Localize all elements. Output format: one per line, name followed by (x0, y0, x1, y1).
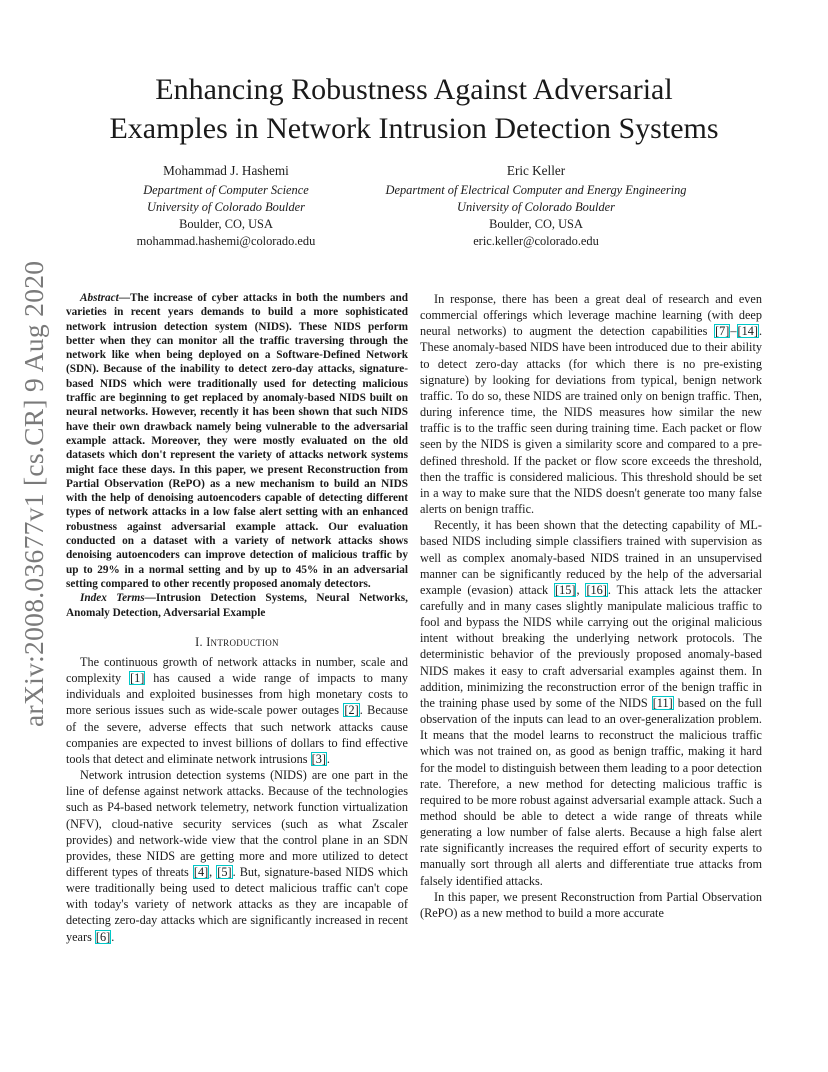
text-run: . Because of the severe, adverse effects that such network attacks cause companies are expected to invest billions of dollars to find effective tools that detect and eliminate network intrusions (66, 703, 408, 766)
author-location: Boulder, CO, USA (179, 217, 273, 231)
text-run: Recently, it has been shown that the detecting capability of ML-based NIDS including simple classifiers trained with supervision as well as complex anomaly-based NIDS trained in an unsupervised manner can be significantly reduced by the help of the adversarial example (evasion) attack (420, 518, 762, 597)
author-name: Mohammad J. Hashemi (163, 163, 289, 178)
text-run: – (730, 324, 737, 339)
text-run: Network intrusion detection systems (NIDS) are one part in the line of defense against network attacks. Because of the technologies such as P4-based network telemetry, network function virtualization (NFV), cloud-native security services (such as what Zscaler provides) and network-wide view that the control plane in an SDN provides, these NIDS are getting more and more utilized to detect different types of threats (66, 768, 408, 880)
arxiv-identifier: arXiv:2008.03677v1 [cs.CR] 9 Aug 2020 (18, 260, 49, 728)
citation-link[interactable]: [14] (737, 324, 758, 339)
citation-link[interactable]: [16] (586, 582, 607, 597)
text-run: , (576, 582, 586, 597)
abstract-text: —The increase of cyber attacks in both the numbers and varieties in recent years demands to build a more sophisticated network intrusion detection system (NIDS). These NIDS perform better when they can monitor all the traffic traversing through the network like when being deployed on a Software-Defined Network (SDN). Because of the inability to detect zero-day attacks, signature-based NIDS which were traditionally used for detecting malicious traffic are beginning to get replaced by anomaly-based NIDS built on neural networks. However, recently it has been shown that such NIDS have their own drawback namely being vulnerable to the adversarial example attack. Moreover, they were mostly evaluated on the old datasets which don't represent the variety of attacks network systems might face these days. In this paper, we present Reconstruction from Partial Observation (RePO) as a new mechanism to build an NIDS with the help of denoising autoencoders capable of detecting different types of network attacks in a low false alert setting with an enhanced robustness against adversarial example attack. Our evaluation conducted on a dataset with a variety of network attacks shows denoising autoencoders can improve detection of malicious traffic by up to 29% in a normal setting and by up to 45% in an adversarial setting compared to other recently proposed anomaly detectors. (66, 292, 408, 590)
citation-link[interactable]: [5] (217, 865, 232, 880)
section-heading: I. Introduction (195, 634, 279, 649)
text-run: . These anomaly-based NIDS have been introduced due to their ability to detect zero-day attacks (for which there is no pre-existing signature) by looking for deviations from typical, benign network traffic. To do so, these NIDS are trained only on benign traffic. Then, during inference time, the NIDS measures how similar the new traffic is to the traffic seen during training time. Each packet or flow seen by the NIDS is given a similarity score and compared to a pre-defined threshold. If the packet or flow score exceeds the threshold, then the traffic is considered malicious. This threshold should be set in a way to make sure that the NIDS doesn't generate too many false alerts on benign traffic. (420, 324, 762, 517)
abstract-label: Abstract (80, 292, 119, 304)
citation-link[interactable]: [2] (344, 703, 359, 718)
citation-link[interactable]: [3] (311, 751, 326, 766)
text-run: . But, signature-based NIDS which were traditionally being used to detect malicious traffic can't cope with today's variety of network attacks as they are incapable of detecting zero-day attacks which are significantly increased in recent years (66, 865, 408, 944)
author-university: University of Colorado Boulder (147, 200, 305, 214)
author-university: University of Colorado Boulder (457, 200, 615, 214)
title-line-1: Enhancing Robustness Against Adversarial (155, 73, 673, 106)
title-line-2: Examples in Network Intrusion Detection Systems (109, 112, 719, 145)
citation-link[interactable]: [11] (652, 695, 673, 710)
author-block-2 (356, 162, 716, 250)
index-terms (66, 591, 408, 620)
paper-title (40, 70, 788, 148)
citation-link[interactable]: [15] (555, 582, 576, 597)
index-terms-text: —Intrusion Detection Systems, Neural Networks, Anomaly Detection, Adversarial Example (66, 592, 408, 619)
left-column (66, 291, 408, 945)
paragraph (420, 291, 762, 517)
citation-link[interactable]: [1] (130, 671, 145, 686)
text-run: The continuous growth of network attacks in number, scale and complexity (66, 654, 408, 686)
text-run: has caused a wide range of impacts to many individuals and exploited businesses from high monetary costs to more serious issues such as wide-scale power outages (66, 671, 408, 718)
paragraph (66, 654, 408, 767)
text-run: based on the full observation of the inputs can lead to an over-generalization problem. It means that the model learns to reconstruct the malicious traffic which was not trained on, as good as benign traffic, making it hard for the model to distinguish between them leading to a poor detection rate. Therefore, a new method for detecting malicious traffic is required to be more robust against adversarial example attack. Such a method should be able to detect a wide range of threats while generating a low number of false alerts. Because a high false alert rate significantly increases the required effort of security experts to manually sort through all alerts and differentiate true attacks from falsely identified attacks. (420, 695, 762, 888)
abstract (66, 291, 408, 591)
text-run: In this paper, we present Reconstruction from Partial Observation (RePO) as a new method to build a more accurate (420, 889, 762, 920)
text-run: . (326, 751, 330, 766)
author-department: Department of Electrical Computer and Energy Engineering (385, 183, 687, 197)
author-email: mohammad.hashemi@colorado.edu (136, 234, 316, 248)
paragraph (420, 517, 762, 889)
paragraph (420, 889, 762, 921)
right-column (420, 291, 762, 921)
author-block-1 (96, 162, 356, 250)
text-run: , (209, 865, 217, 880)
author-email: eric.keller@colorado.edu (473, 234, 599, 248)
text-run: . (111, 929, 115, 944)
author-location: Boulder, CO, USA (489, 217, 583, 231)
citation-link[interactable]: [6] (95, 929, 111, 944)
text-run: . This attack lets the attacker carefully and in many cases slightly manipulate malicious traffic to fool and bypass the NIDS while carrying out the original malicious intent without breaking the underlying network protocols. The deterministic behavior of the previously proposed anomaly-based NIDS makes it easy to craft adversarial examples against them. In addition, minimizing the reconstruction error of the benign traffic in the training phase used by some of the NIDS (420, 582, 762, 710)
index-terms-label: Index Terms (80, 592, 145, 605)
citation-link[interactable]: [7] (715, 324, 730, 339)
paragraph (66, 767, 408, 945)
author-name: Eric Keller (506, 163, 566, 178)
author-department: Department of Computer Science (143, 183, 309, 197)
citation-link[interactable]: [4] (193, 865, 209, 880)
text-run: In response, there has been a great deal of research and even commercial offerings which leverage machine learning (with deep neural networks) to augment the detection capabilities (420, 292, 762, 339)
